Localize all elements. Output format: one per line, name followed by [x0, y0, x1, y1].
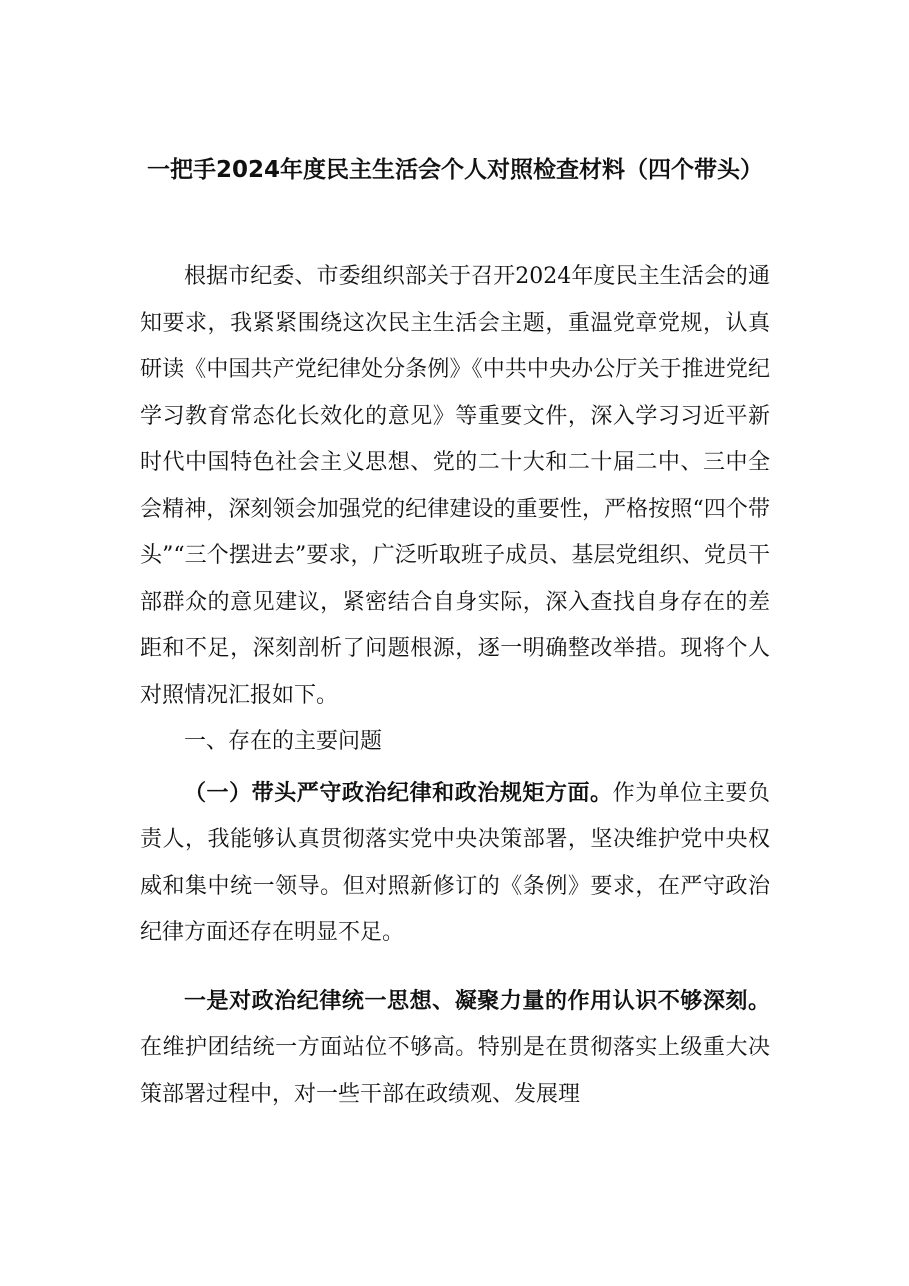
document-title: 一把手2024年度民主生活会个人对照检查材料（四个带头）	[146, 157, 763, 183]
subsection-title: （一）带头严守政治纪律和政治规矩方面。	[184, 780, 613, 806]
point-one-paragraph	[140, 979, 770, 1119]
subsection-text: 作为单位主要负责人，我能够认真贯彻落实党中央决策部署，坚决维护党中央权威和集中统一领导。但对照新修订的《条例》要求，在严守政治纪律方面还存在明显不足。	[140, 780, 770, 945]
subsection-political-discipline	[140, 771, 770, 957]
document-body	[140, 254, 770, 1140]
point-one-text: 在维护团结统一方面站位不够高。特别是在贯彻落实上级重大决策部署过程中，对一些干部在政绩观、发展理	[140, 1035, 770, 1107]
section-heading-problems: 一、存在的主要问题	[184, 729, 383, 754]
point-one-title: 一是对政治纪律统一思想、凝聚力量的作用认识不够深刻。	[184, 988, 770, 1014]
intro-paragraph: 根据市纪委、市委组织部关于召开2024年度民主生活会的通知要求，我紧紧围绕这次民主生活会主题，重温党章党规，认真研读《中国共产党纪律处分条例》《中共中央办公厅关于推进党纪学习教育常态化长效化的意见》等重要文件，深入学习习近平新时代中国特色社会主义思想、党的二十大和二十届二中、三中全会精神，深刻领会加强党的纪律建设的重要性，严格按照“四个带头”“三个摆进去”要求，广泛听取班子成员、基层党组织、党员干部群众的意见建议，紧密结合自身实际，深入查找自身存在的差距和不足，深刻剖析了问题根源，逐一明确整改举措。现将个人对照情况汇报如下。	[140, 264, 770, 708]
